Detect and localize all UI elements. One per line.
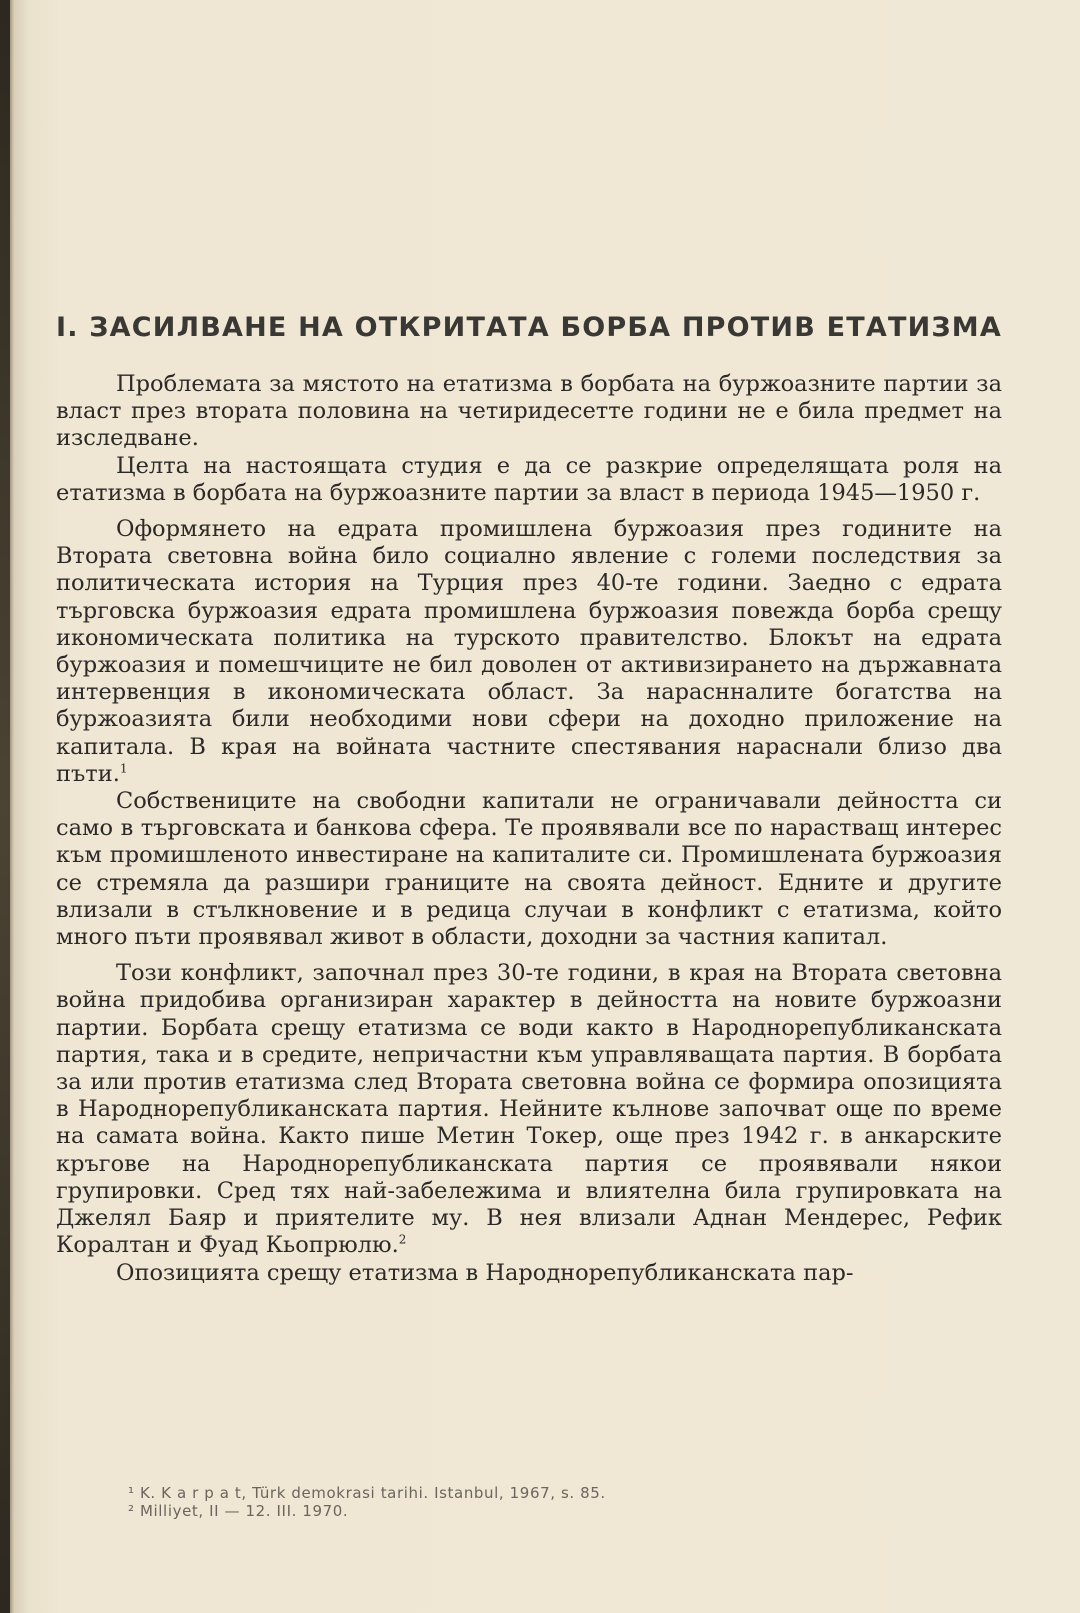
paragraph-3-text: Оформянето на едрата промишлена буржоазия през годините на Втората световна война било социално явление с големи последствия за политическата история на Турция през 40-те години. Заедно с едрата търговска буржоазия едрата промишлена буржоазия повежда борба срещу икономическата политика на турското правителство. Блокът на едрата буржоазия и помешчиците не бил доволен от активизирането на държавната интервенция в икономическата област. За нараснналите богатства на буржоазията били необходими нови сфери на доходно приложение на капитала. В края на войната частните спестявания нараснали близо два пъти. [56,516,1002,787]
paragraph-1-text: Проблемата за мястото на етатизма в борбата на буржоазните партии за власт през втората половина на четиридесетте години не е била предмет на изследване. [56,371,1002,452]
footnote-ref-2[interactable]: 2 [398,1232,407,1247]
page-body [56,312,1002,1287]
paragraph-2 [56,453,1002,507]
paragraph-6-text: Опозицията срещу етатизма в Народнорепубликанската пар- [116,1259,854,1286]
footnote-ref-1[interactable]: 1 [119,761,128,776]
paragraph-1 [56,371,1002,453]
section-heading: I. ЗАСИЛВАНЕ НА ОТКРИТАТА БОРБА ПРОТИВ ЕТАТИЗМА [56,312,1002,343]
paragraph-3 [56,516,1002,788]
paragraph-5-text: Този конфликт, започнал през 30-те години, в края на Втората световна война придобива организиран характер в дейността на новите буржоазни партии. Борбата срещу етатизма се води както в Народнорепубликанската партия, така и в средите, непричастни към управляващата партия. В борбата за или против етатизма след Втората световна война се формира опозицията в Народнорепубликанската партия. Нейните кълнове започват още по време на самата война. Както пише Метин Токер, още през 1942 г. в анкарските кръгове на Народнорепубликанската партия се проявявали някои групировки. Сред тях най-забележима и влиятелна била групировката на Джелял Баяр и приятелите му. В нея влизали Аднан Мендерес, Рефик Коралтан и Фуад Кьопрюлю. [56,960,1002,1259]
book-spine-shadow [0,0,10,1613]
paragraph-4-text: Собствениците на свободни капитали не ограничавали дейността си само в търговската и банкова сфера. Те проявявали все по нарастващ интерес към промишленото инвестиране на капиталите си. Промишлената буржоазия се стремяла да разшири границите на своята дейност. Едните и другите влизали в стълкновение и в редица случаи в конфликт с етатизма, който много пъти проявявал живот в области, доходни за частния капитал. [56,788,1002,951]
footnote-1: ¹ K. K a r p a t, Türk demokrasi tarihi. Istanbul, 1967, s. 85. [128,1484,606,1502]
footnotes [128,1484,848,1520]
paragraph-2-text: Целта на настоящата студия е да се разкрие определящата роля на етатизма в борбата на буржоазните партии за власт в периода 1945—1950 г. [56,452,1002,506]
paragraph-6 [56,1260,1002,1287]
paragraph-5 [56,960,1002,1259]
paragraph-4 [56,788,1002,951]
footnote-2: ² Milliyet, II — 12. III. 1970. [128,1502,349,1520]
